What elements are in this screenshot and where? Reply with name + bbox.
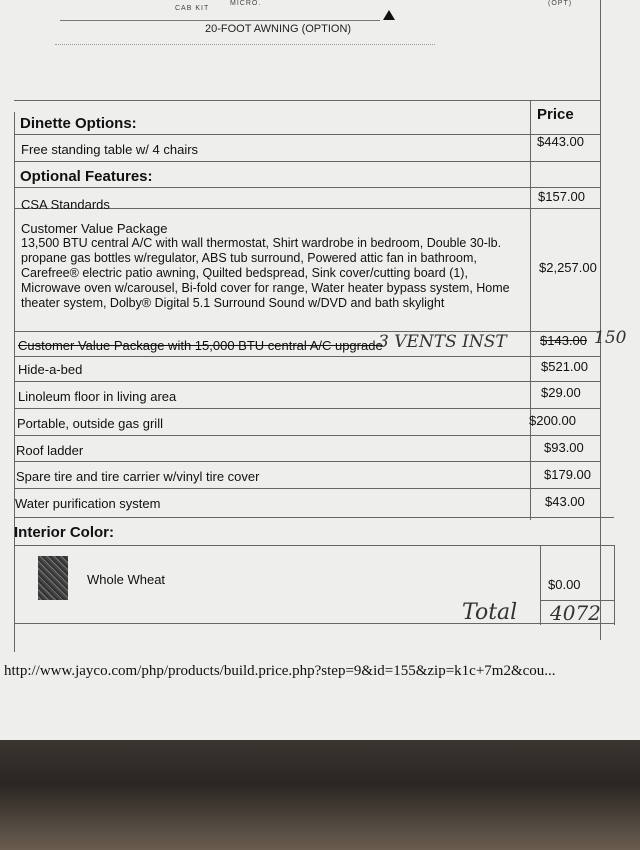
row-line (14, 187, 600, 188)
row-label: Customer Value Package (21, 221, 168, 236)
row-line (14, 331, 600, 332)
row-label: Roof ladder (16, 443, 84, 458)
color-swatch (38, 556, 68, 600)
row-line (14, 623, 614, 624)
row-label: Portable, outside gas grill (17, 416, 163, 431)
row-line (14, 161, 600, 162)
row-label: Spare tire and tire carrier w/vinyl tire cover (16, 469, 260, 484)
row-price: $443.00 (537, 134, 584, 149)
row-line (14, 134, 600, 135)
handwritten-vents-note: 3 VENTS INST (378, 332, 507, 352)
row-line (14, 517, 614, 518)
floorplan-drawing-edge (60, 0, 380, 21)
row-price: $2,257.00 (539, 260, 597, 275)
handwritten-total-label: Total (462, 600, 518, 625)
row-line (14, 435, 600, 436)
row-price-struck: $143.00 (540, 333, 587, 348)
package-description: 13,500 BTU central A/C with wall thermostat, Shirt wardrobe in bedroom, Double 30-lb. propane gas bottles w/regulator, ABS tub surround, Powered attic fan in bathroom, Carefree® electric patio awning, Quilted bedspread, Sink cover/cutting board (1), Microwave oven w/carousel, Bi-fold cover for range, Water heater bypass system, Home theater system, Dolby® Digital 5.1 Surround Sound w/DVD and bath skylight (21, 236, 510, 311)
table-left-border (14, 112, 15, 652)
handwritten-price-note: 150 (594, 328, 627, 348)
price-column-header: Price (537, 106, 574, 123)
awning-label: 20-FOOT AWNING (OPTION) (205, 23, 352, 35)
row-line (14, 488, 600, 489)
page-url: http://www.jayco.com/php/products/build.price.php?step=9&id=155&zip=k1c+7m2&cou... (4, 663, 556, 679)
row-line (14, 381, 600, 382)
row-line (14, 408, 600, 409)
row-label: Free standing table w/ 4 chairs (21, 142, 199, 157)
row-line (14, 100, 600, 101)
dotted-divider (55, 44, 435, 45)
row-label-struck: Customer Value Package with 15,000 BTU central A/C upgrade (18, 338, 383, 353)
section-dinette: Dinette Options: (20, 115, 137, 132)
section-optional: Optional Features: (20, 168, 153, 185)
arrow-up-icon (383, 10, 395, 20)
row-line (14, 356, 600, 357)
floorplan-label-cab-kit: CAB KIT (175, 5, 210, 12)
row-label: Hide-a-bed (18, 362, 83, 377)
row-line (14, 545, 614, 546)
row-label: CSA Standards (21, 197, 110, 212)
section-interior: Interior Color: (14, 524, 114, 541)
color-price-divider (540, 545, 541, 625)
color-name: Whole Wheat (87, 572, 166, 587)
row-price: $29.00 (541, 385, 581, 400)
floorplan-label-opt: (OPT) (548, 0, 573, 7)
row-price: $157.00 (538, 189, 585, 204)
handwritten-total-value: 4072 (550, 601, 601, 625)
row-label: Water purification system (15, 496, 161, 511)
right-margin-line (600, 0, 601, 640)
row-price: $179.00 (544, 467, 591, 482)
floorplan-label-micro: MICRO. (230, 0, 262, 7)
table-surface-background (0, 740, 640, 850)
row-price: $200.00 (529, 413, 576, 428)
row-price: $93.00 (544, 440, 584, 455)
row-line (14, 461, 600, 462)
row-label: Linoleum floor in living area (18, 389, 177, 404)
row-price: $521.00 (541, 359, 588, 374)
row-price: $43.00 (545, 494, 585, 509)
color-price: $0.00 (548, 577, 581, 592)
color-right-border (614, 545, 615, 625)
